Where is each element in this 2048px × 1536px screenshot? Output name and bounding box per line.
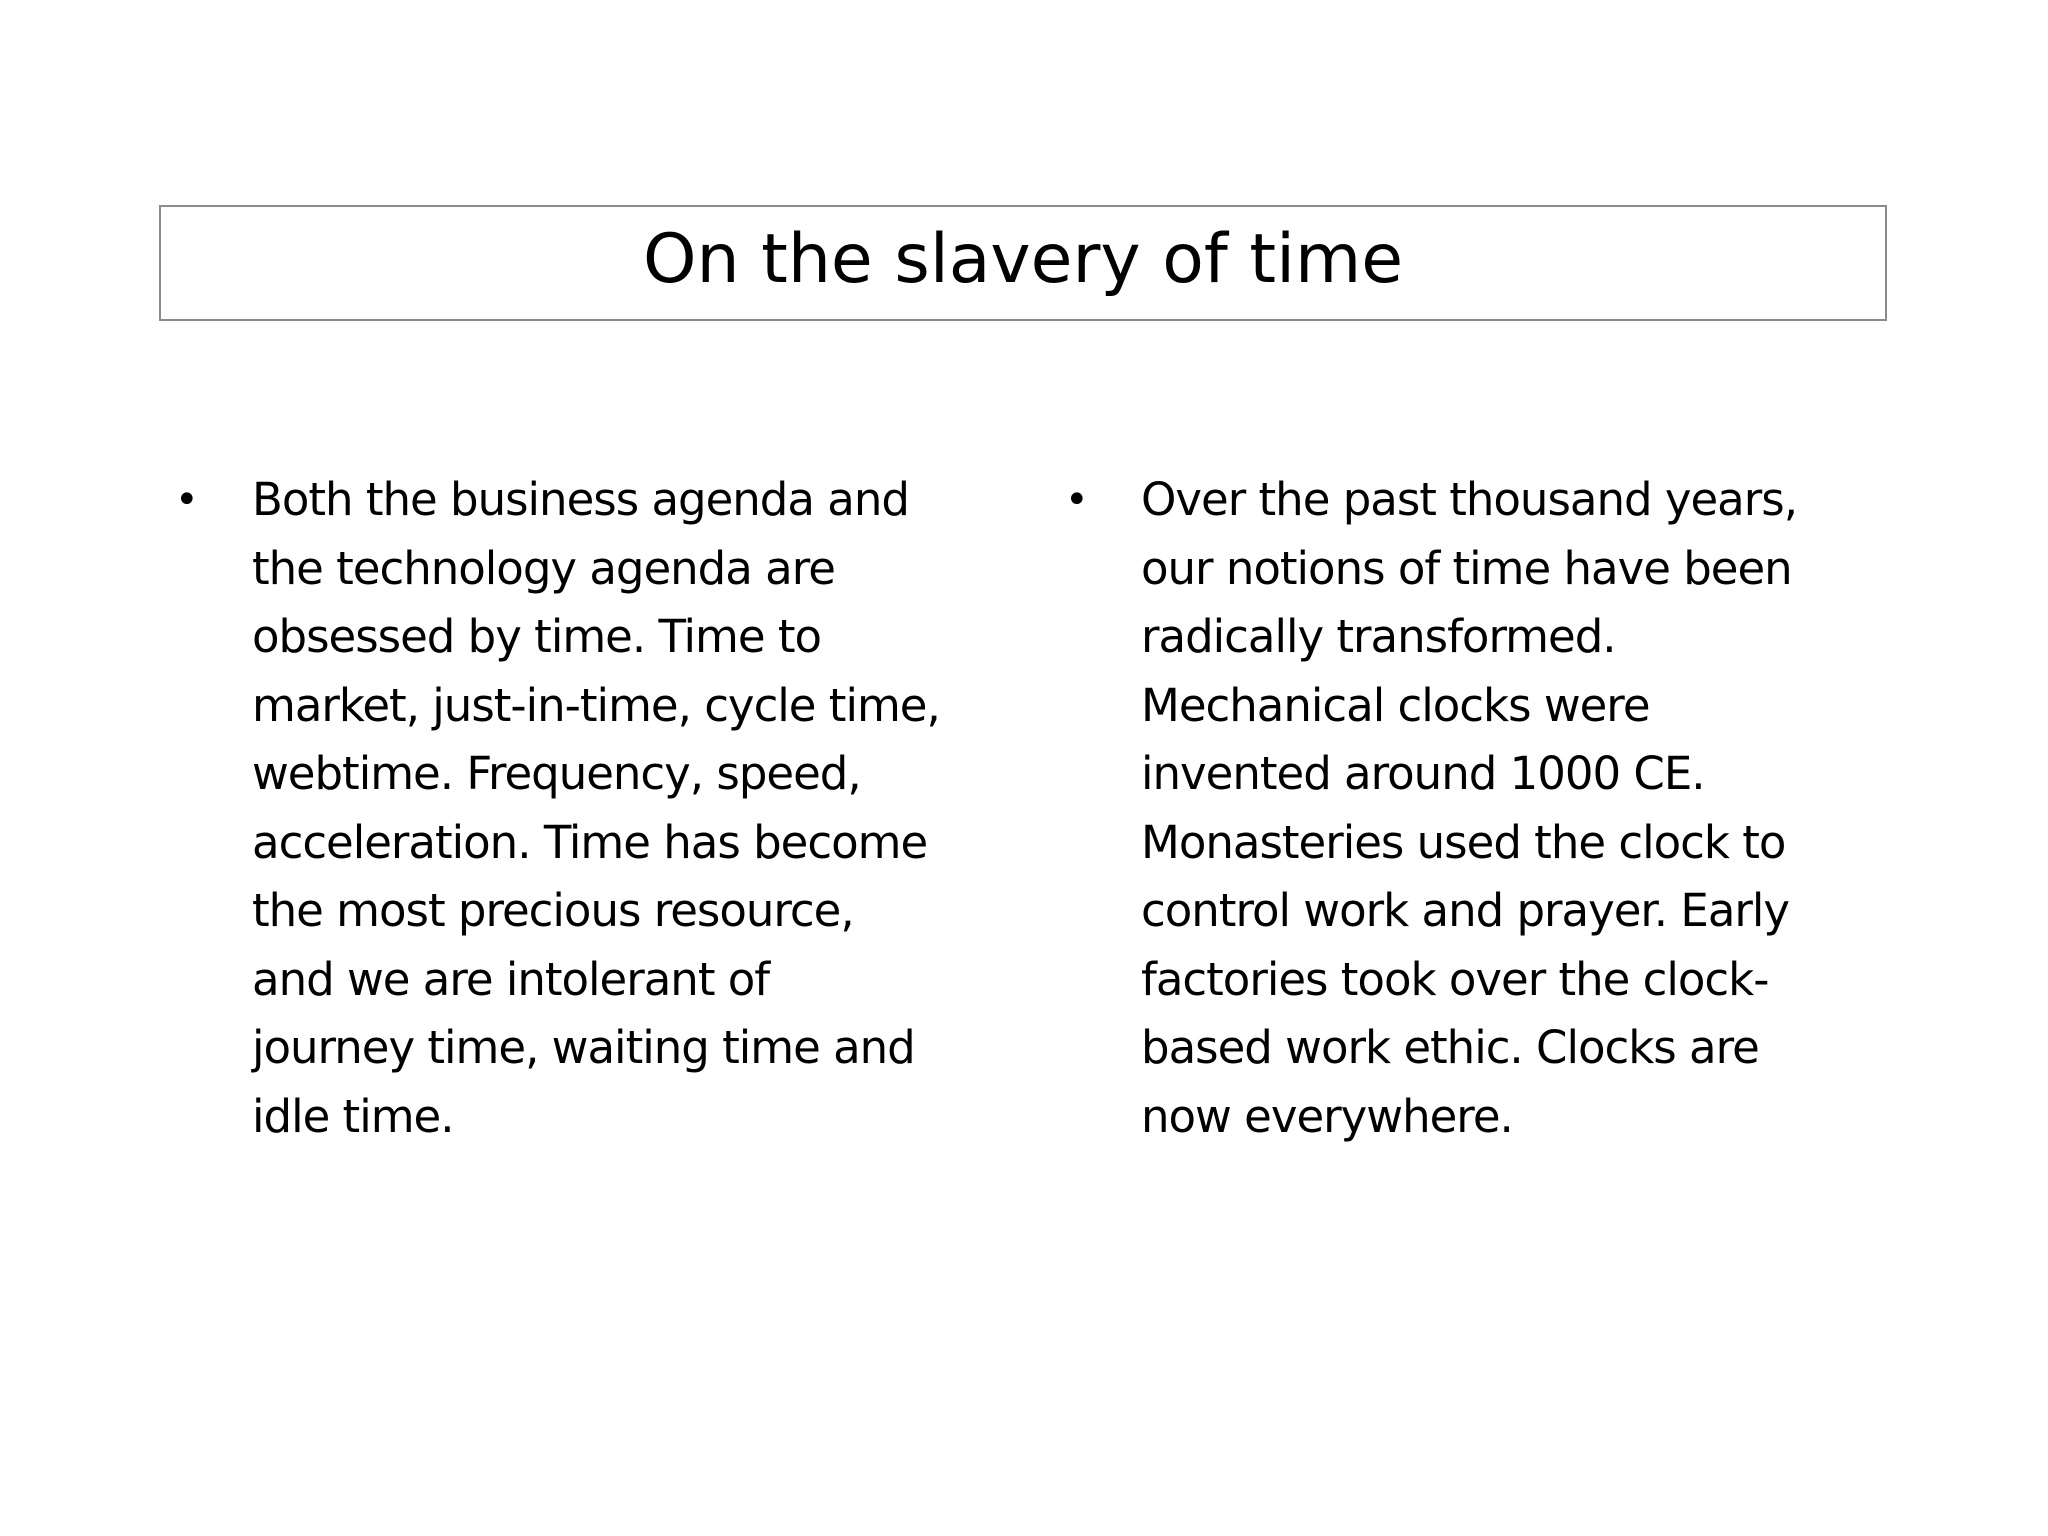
bullet-text: Both the business agenda and the technology agenda are obsessed by time. Time to market, just-in-time, cycle time, webtime. Frequency, speed, acceleration. Time has become the most precious resource, and we are intolerant of journey time, waiting time and idle time. (252, 473, 940, 1143)
title-box (159, 205, 1887, 321)
bullet-marker: • (1065, 477, 1089, 523)
bullet-marker: • (175, 477, 199, 523)
bullet-text: Over the past thousand years, our notions of time have been radically transformed. Mechanical clocks were invented around 1000 CE. Monasteries used the clock to control work and prayer. Early factories took over the clock- based work ethic. Clocks are now everywhere. (1141, 473, 1797, 1143)
slide-title: On the slavery of time (642, 220, 1404, 299)
